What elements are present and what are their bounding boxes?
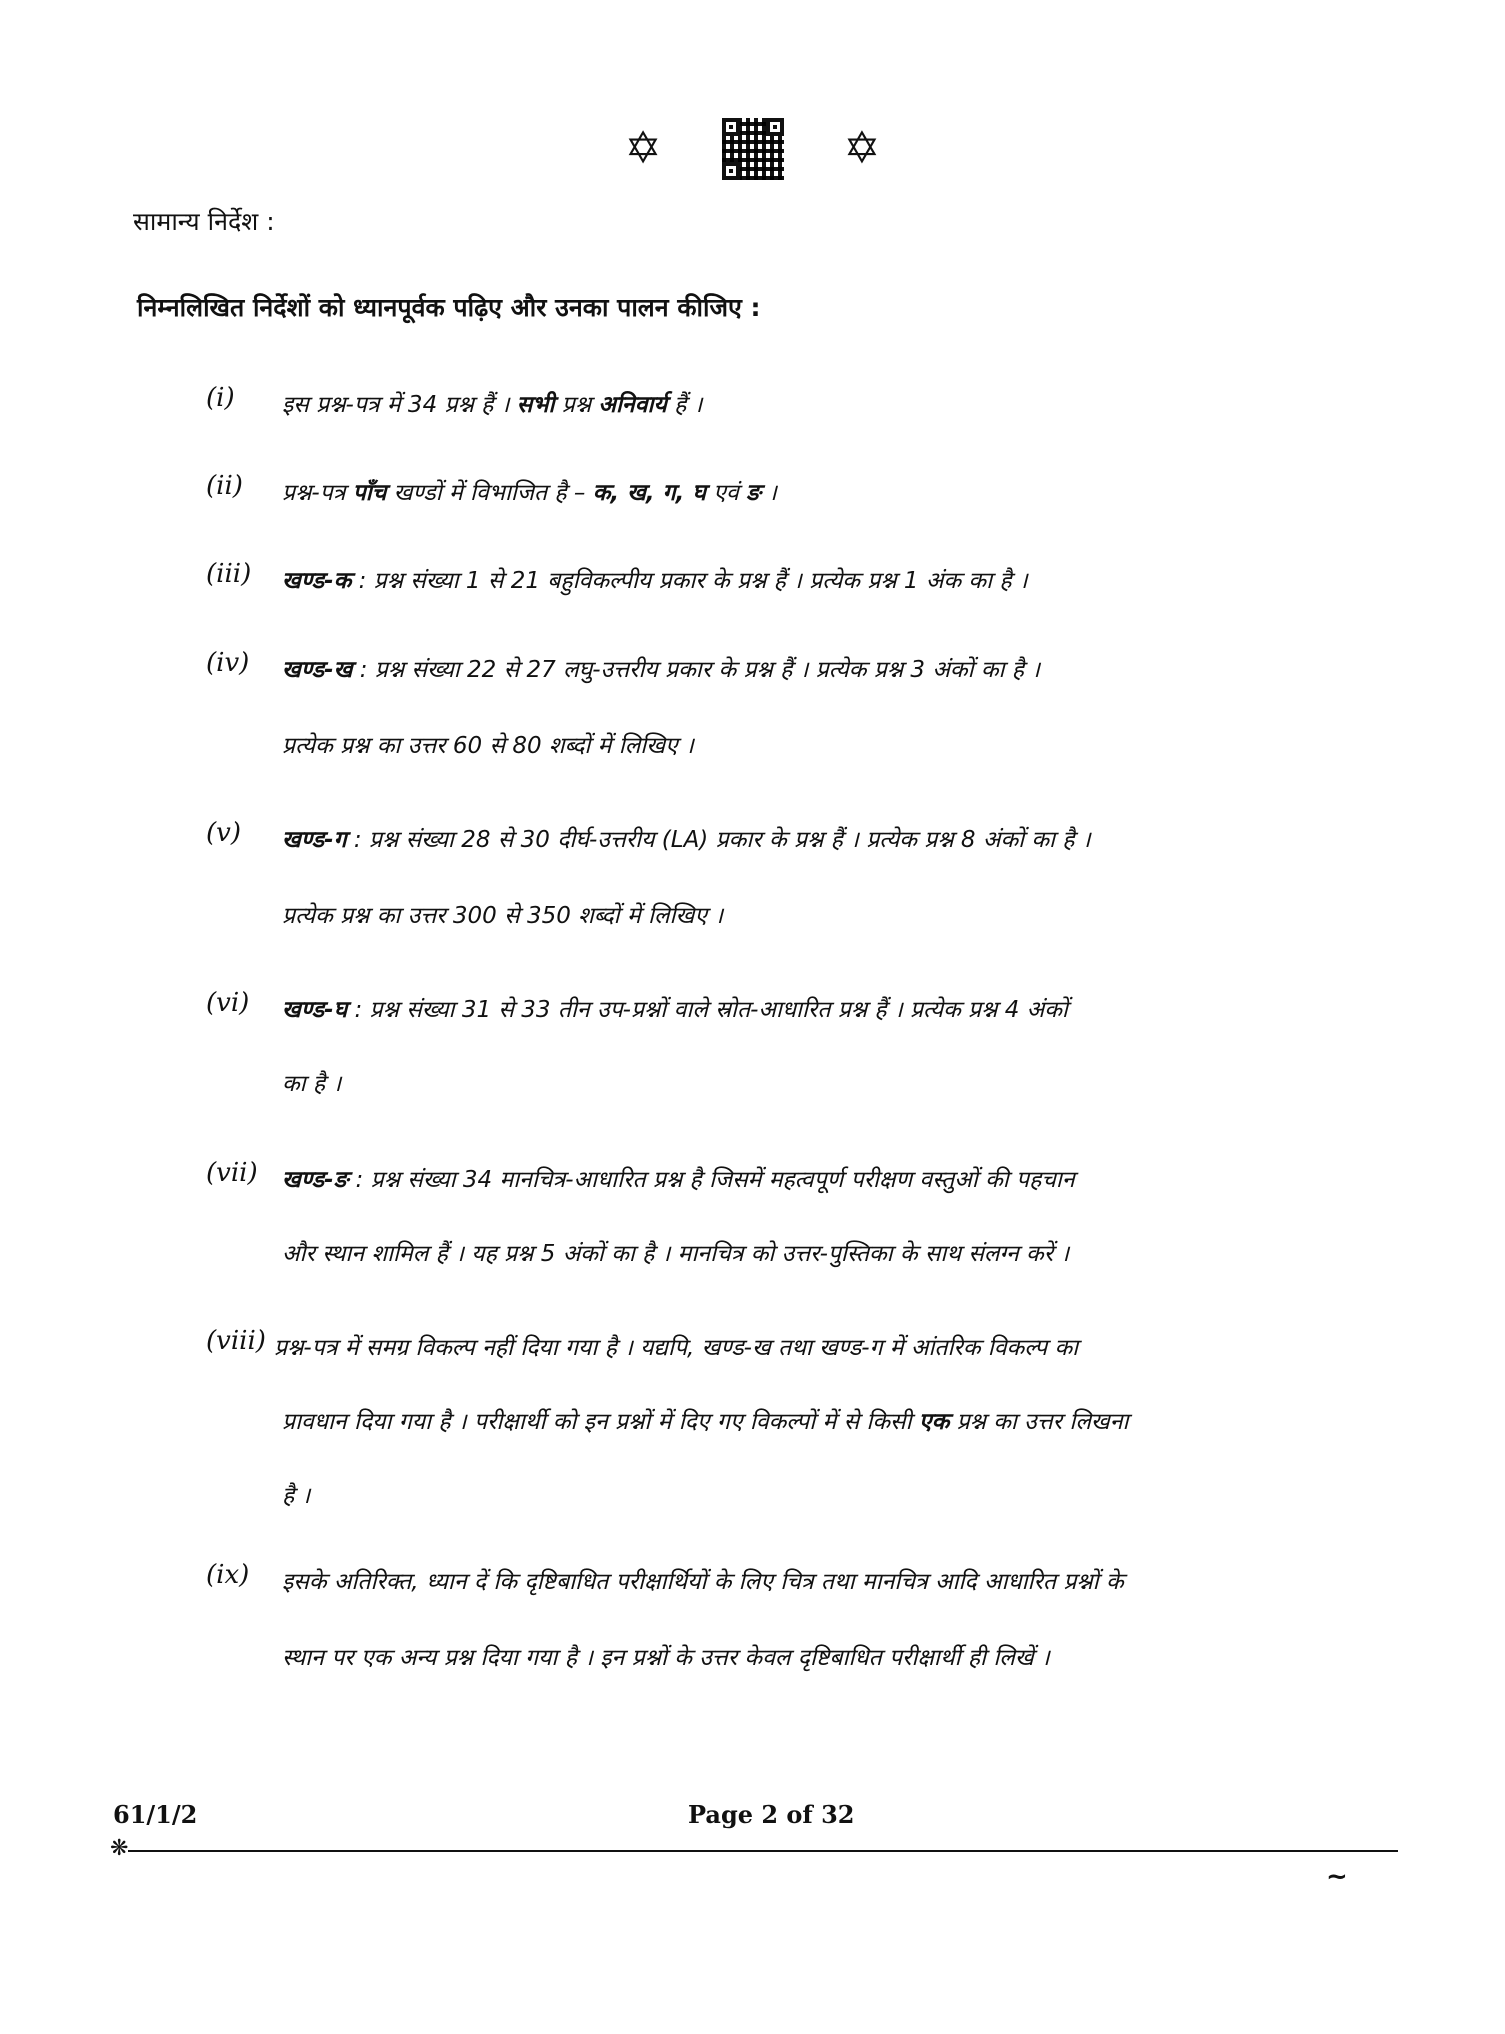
emphasis-text: सभी — [516, 392, 555, 418]
star-of-david-icon: ✡ — [843, 123, 881, 174]
instruction-number: (vi) — [206, 988, 250, 1018]
instructions-intro: निम्नलिखित निर्देशों को ध्यानपूर्वक पढ़िए और उनका पालन कीजिए : — [137, 293, 761, 322]
emphasis-text: खण्ड-ख — [282, 657, 353, 683]
instruction-line — [282, 652, 1040, 684]
instruction-text: : प्रश्न संख्या 34 मानचित्र-आधारित प्रश्न है जिसमें महत्वपूर्ण परीक्षण वस्तुओं की पहचान — [348, 1167, 1075, 1193]
instruction-text: इस प्रश्न-पत्र में 34 प्रश्न हैं । — [282, 392, 517, 418]
instruction-number: (v) — [206, 818, 241, 848]
emphasis-text: क, ख, ग, घ — [592, 480, 706, 506]
instruction-text: प्रत्येक प्रश्न का उत्तर 60 से 80 शब्दों में लिखिए । — [282, 733, 694, 759]
instruction-line — [282, 1640, 1050, 1672]
instruction-line — [282, 1564, 1124, 1596]
instruction-line — [282, 475, 777, 507]
instruction-line — [282, 992, 1068, 1024]
instruction-text: इसके अतिरिक्त, ध्यान दें कि दृष्टिबाधित परीक्षार्थियों के लिए चित्र तथा मानचित्र आदि आधारित प्रश्नों के — [282, 1569, 1124, 1595]
instruction-line — [282, 387, 702, 419]
emphasis-text: एक — [918, 1409, 950, 1435]
instruction-text: खण्डों में विभाजित है – — [386, 480, 593, 506]
instruction-text: प्रावधान दिया गया है । परीक्षार्थी को इन प्रश्नों में दिए गए विकल्पों में से किसी — [282, 1409, 919, 1435]
page-number: Page 2 of 32 — [688, 1800, 855, 1829]
qr-finder — [722, 118, 740, 136]
instruction-text: है । — [282, 1483, 311, 1509]
instruction-line — [282, 898, 723, 930]
instruction-text: : प्रश्न संख्या 1 से 21 बहुविकल्पीय प्रकार के प्रश्न हैं । प्रत्येक प्रश्न 1 अंक का है । — [351, 568, 1028, 594]
instruction-text: एवं — [705, 480, 747, 506]
instruction-text: प्रत्येक प्रश्न का उत्तर 300 से 350 शब्दों में लिखिए । — [282, 903, 724, 929]
instruction-text: प्रश्न-पत्र में समग्र विकल्प नहीं दिया गया है । यद्यपि, खण्ड-ख तथा खण्ड-ग में आंतरिक विकल्प का — [274, 1335, 1079, 1361]
emphasis-text: खण्ड-ङ — [282, 1167, 349, 1193]
qr-finder — [722, 162, 740, 180]
emphasis-text: खण्ड-घ — [282, 997, 348, 1023]
emphasis-text: अनिवार्य — [598, 392, 667, 418]
instruction-text: : प्रश्न संख्या 22 से 27 लघु-उत्तरीय प्रकार के प्रश्न हैं । प्रत्येक प्रश्न 3 अंकों का है । — [352, 657, 1041, 683]
instruction-text: प्रश्न — [554, 392, 599, 418]
instruction-line — [282, 1236, 1069, 1268]
instruction-line — [282, 728, 694, 760]
instruction-line — [282, 1404, 1128, 1436]
tilde-mark-icon: ~ — [1326, 1862, 1348, 1892]
instruction-text: और स्थान शामिल हैं । यह प्रश्न 5 अंकों का है । मानचित्र को उत्तर-पुस्तिका के साथ संलग्न करें । — [282, 1241, 1070, 1267]
emphasis-text: खण्ड-क — [282, 568, 352, 594]
instruction-line — [274, 1330, 1078, 1362]
instruction-text: हैं । — [666, 392, 703, 418]
instruction-number: (vii) — [206, 1158, 258, 1188]
page-header-marks — [0, 118, 1505, 180]
instruction-text: प्रश्न का उत्तर लिखना — [949, 1409, 1129, 1435]
instruction-line — [282, 563, 1028, 595]
section-title: सामान्य निर्देश : — [133, 207, 275, 236]
instruction-number: (i) — [206, 383, 235, 413]
instruction-text: : प्रश्न संख्या 28 से 30 दीर्घ-उत्तरीय (LA) प्रकार के प्रश्न हैं । प्रत्येक प्रश्न 8 अंकों का है । — [346, 827, 1091, 853]
instruction-text: स्थान पर एक अन्य प्रश्न दिया गया है । इन प्रश्नों के उत्तर केवल दृष्टिबाधित परीक्षार्थी ही लिखें । — [282, 1645, 1050, 1671]
emphasis-text: खण्ड-ग — [282, 827, 347, 853]
instruction-line — [282, 1478, 310, 1510]
instruction-number: (ii) — [206, 471, 243, 501]
instruction-line — [282, 822, 1091, 854]
footer-divider — [128, 1850, 1398, 1852]
instruction-number: (viii) — [206, 1326, 266, 1356]
paper-code: 61/1/2 — [113, 1800, 198, 1829]
instruction-text: : प्रश्न संख्या 31 से 33 तीन उप-प्रश्नों वाले स्रोत-आधारित प्रश्न हैं । प्रत्येक प्रश्न 4 अंकों — [347, 997, 1068, 1023]
qr-code-icon — [722, 118, 784, 180]
instruction-number: (iii) — [206, 559, 252, 589]
instruction-text: । — [760, 480, 777, 506]
instruction-text: प्रश्न-पत्र — [282, 480, 353, 506]
instruction-number: (iv) — [206, 648, 250, 678]
qr-finder — [766, 118, 784, 136]
instruction-line — [282, 1162, 1075, 1194]
instruction-text: का है । — [282, 1071, 342, 1097]
instruction-line — [282, 1066, 341, 1098]
instruction-number: (ix) — [206, 1560, 250, 1590]
emphasis-text: ङ — [746, 480, 761, 506]
star-of-david-icon: ✡ — [624, 123, 662, 174]
emphasis-text: पाँच — [352, 480, 387, 506]
flower-icon: ❋ — [110, 1836, 129, 1861]
